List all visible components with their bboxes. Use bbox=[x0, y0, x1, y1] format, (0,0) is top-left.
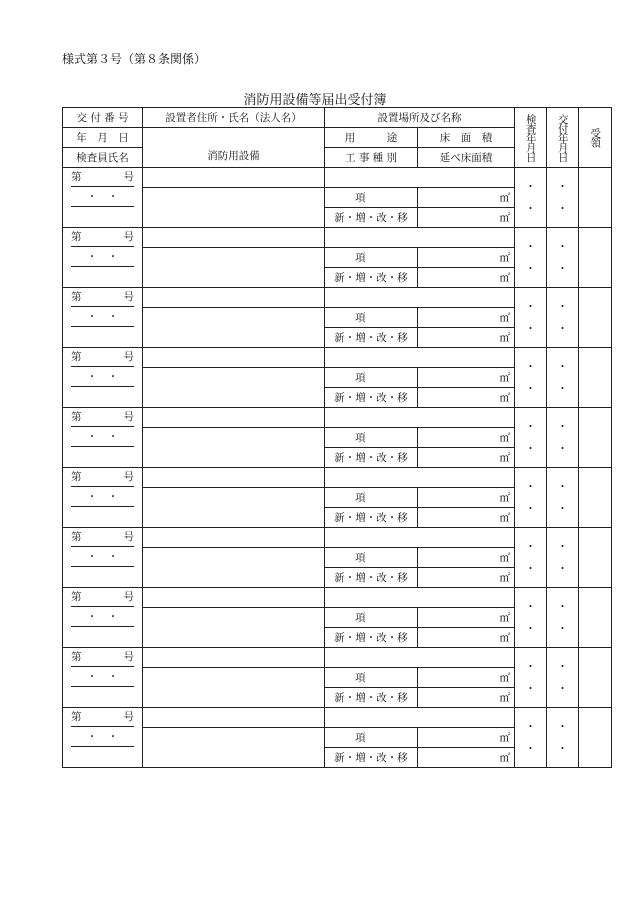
location-cell bbox=[325, 528, 515, 548]
equipment-cell bbox=[143, 308, 325, 328]
header-owner: 設置者住所・氏名（法人名） bbox=[143, 108, 325, 128]
work-type-cell: 新・増・改・移 bbox=[325, 628, 418, 648]
work-type-cell: 新・増・改・移 bbox=[325, 268, 418, 288]
entry-date-cell: ・ ・ bbox=[63, 248, 143, 268]
equipment-cell-cont bbox=[143, 688, 325, 708]
inspector-cell bbox=[63, 568, 143, 588]
entry-row-top bbox=[63, 408, 612, 428]
work-type-cell: 新・増・改・移 bbox=[325, 208, 418, 228]
entry-number-cell: 第 号 bbox=[63, 588, 143, 608]
equipment-cell-cont bbox=[143, 508, 325, 528]
location-cell bbox=[325, 168, 515, 188]
header-total-area: 延べ床面積 bbox=[418, 148, 515, 168]
total-area-cell: ㎡ bbox=[418, 568, 515, 588]
entry-row-top bbox=[63, 228, 612, 248]
use-cell: 項 bbox=[325, 548, 418, 568]
received-cell bbox=[579, 588, 612, 648]
issue-date-cell: ・ ・ bbox=[547, 588, 579, 648]
equipment-cell bbox=[143, 728, 325, 748]
equipment-cell bbox=[143, 488, 325, 508]
received-cell bbox=[579, 348, 612, 408]
entry-number-cell: 第 号 bbox=[63, 648, 143, 668]
inspect-date-cell: ・ ・ bbox=[515, 408, 547, 468]
owner-cell bbox=[143, 288, 325, 308]
header-issue-date: 交付年月日 bbox=[547, 108, 579, 168]
owner-cell bbox=[143, 468, 325, 488]
entry-row-top bbox=[63, 288, 612, 308]
owner-cell bbox=[143, 168, 325, 188]
location-cell bbox=[325, 648, 515, 668]
equipment-cell-cont bbox=[143, 448, 325, 468]
entry-date-cell: ・ ・ bbox=[63, 188, 143, 208]
equipment-cell-cont bbox=[143, 568, 325, 588]
use-cell: 項 bbox=[325, 308, 418, 328]
received-cell bbox=[579, 468, 612, 528]
document-title: 消防用設備等届出受付簿 bbox=[243, 93, 387, 108]
inspector-cell bbox=[63, 628, 143, 648]
equipment-cell bbox=[143, 248, 325, 268]
total-area-cell: ㎡ bbox=[418, 208, 515, 228]
issue-date-cell: ・ ・ bbox=[547, 228, 579, 288]
header-date: 年 月 日 bbox=[63, 128, 143, 148]
entry-number-cell: 第 号 bbox=[63, 468, 143, 488]
total-area-cell: ㎡ bbox=[418, 628, 515, 648]
entry-row-top bbox=[63, 348, 612, 368]
inspect-date-cell: ・ ・ bbox=[515, 468, 547, 528]
location-cell bbox=[325, 288, 515, 308]
owner-cell bbox=[143, 528, 325, 548]
equipment-cell bbox=[143, 428, 325, 448]
entry-date-cell: ・ ・ bbox=[63, 368, 143, 388]
area-cell: ㎡ bbox=[418, 548, 515, 568]
work-type-cell: 新・増・改・移 bbox=[325, 688, 418, 708]
inspect-date-cell: ・ ・ bbox=[515, 348, 547, 408]
owner-cell bbox=[143, 228, 325, 248]
owner-cell bbox=[143, 648, 325, 668]
entry-row-top bbox=[63, 648, 612, 668]
inspector-cell bbox=[63, 268, 143, 288]
inspector-cell bbox=[63, 688, 143, 708]
work-type-cell: 新・増・改・移 bbox=[325, 448, 418, 468]
inspector-cell bbox=[63, 508, 143, 528]
received-cell bbox=[579, 288, 612, 348]
use-cell: 項 bbox=[325, 428, 418, 448]
owner-cell bbox=[143, 708, 325, 728]
total-area-cell: ㎡ bbox=[418, 508, 515, 528]
header-received: 受領 bbox=[579, 108, 612, 168]
header-use: 用 途 bbox=[325, 128, 418, 148]
location-cell bbox=[325, 588, 515, 608]
owner-cell bbox=[143, 408, 325, 428]
location-cell bbox=[325, 408, 515, 428]
location-cell bbox=[325, 348, 515, 368]
inspector-cell bbox=[63, 208, 143, 228]
issue-date-cell: ・ ・ bbox=[547, 168, 579, 228]
entry-date-cell: ・ ・ bbox=[63, 428, 143, 448]
use-cell: 項 bbox=[325, 188, 418, 208]
location-cell bbox=[325, 708, 515, 728]
header-area: 床 面 積 bbox=[418, 128, 515, 148]
total-area-cell: ㎡ bbox=[418, 388, 515, 408]
entry-date-cell: ・ ・ bbox=[63, 488, 143, 508]
location-cell bbox=[325, 228, 515, 248]
entry-date-cell: ・ ・ bbox=[63, 608, 143, 628]
issue-date-cell: ・ ・ bbox=[547, 708, 579, 768]
header-equipment: 消防用設備 bbox=[143, 148, 325, 168]
total-area-cell: ㎡ bbox=[418, 448, 515, 468]
header-inspector: 検査員氏名 bbox=[63, 148, 143, 168]
location-cell bbox=[325, 468, 515, 488]
total-area-cell: ㎡ bbox=[418, 688, 515, 708]
equipment-cell-cont bbox=[143, 748, 325, 768]
entry-date-cell: ・ ・ bbox=[63, 728, 143, 748]
equipment-cell-cont bbox=[143, 628, 325, 648]
work-type-cell: 新・増・改・移 bbox=[325, 388, 418, 408]
area-cell: ㎡ bbox=[418, 308, 515, 328]
header-location: 設置場所及び名称 bbox=[325, 108, 515, 128]
equipment-cell bbox=[143, 608, 325, 628]
total-area-cell: ㎡ bbox=[418, 748, 515, 768]
entry-number-cell: 第 号 bbox=[63, 408, 143, 428]
area-cell: ㎡ bbox=[418, 368, 515, 388]
work-type-cell: 新・増・改・移 bbox=[325, 568, 418, 588]
area-cell: ㎡ bbox=[418, 608, 515, 628]
entry-number-cell: 第 号 bbox=[63, 168, 143, 188]
work-type-cell: 新・増・改・移 bbox=[325, 508, 418, 528]
equipment-cell bbox=[143, 368, 325, 388]
area-cell: ㎡ bbox=[418, 428, 515, 448]
use-cell: 項 bbox=[325, 248, 418, 268]
inspect-date-cell: ・ ・ bbox=[515, 288, 547, 348]
area-cell: ㎡ bbox=[418, 188, 515, 208]
entry-row-top bbox=[63, 708, 612, 728]
entry-date-cell: ・ ・ bbox=[63, 548, 143, 568]
inspect-date-cell: ・ ・ bbox=[515, 168, 547, 228]
owner-cell bbox=[143, 588, 325, 608]
entry-date-cell: ・ ・ bbox=[63, 668, 143, 688]
work-type-cell: 新・増・改・移 bbox=[325, 328, 418, 348]
area-cell: ㎡ bbox=[418, 248, 515, 268]
equipment-cell-cont bbox=[143, 388, 325, 408]
area-cell: ㎡ bbox=[418, 728, 515, 748]
issue-date-cell: ・ ・ bbox=[547, 468, 579, 528]
entry-number-cell: 第 号 bbox=[63, 708, 143, 728]
ledger-table bbox=[62, 107, 612, 768]
area-cell: ㎡ bbox=[418, 488, 515, 508]
equipment-cell-cont bbox=[143, 328, 325, 348]
inspector-cell bbox=[63, 388, 143, 408]
header-inspect-date: 検査年月日 bbox=[515, 108, 547, 168]
entry-number-cell: 第 号 bbox=[63, 288, 143, 308]
inspect-date-cell: ・ ・ bbox=[515, 588, 547, 648]
entry-row-top bbox=[63, 588, 612, 608]
entry-row-top bbox=[63, 528, 612, 548]
equipment-cell bbox=[143, 668, 325, 688]
area-cell: ㎡ bbox=[418, 668, 515, 688]
inspect-date-cell: ・ ・ bbox=[515, 708, 547, 768]
equipment-cell-cont bbox=[143, 268, 325, 288]
inspector-cell bbox=[63, 748, 143, 768]
inspector-cell bbox=[63, 328, 143, 348]
header-owner-blank bbox=[143, 128, 325, 148]
received-cell bbox=[579, 168, 612, 228]
equipment-cell-cont bbox=[143, 208, 325, 228]
inspector-cell bbox=[63, 448, 143, 468]
use-cell: 項 bbox=[325, 608, 418, 628]
equipment-cell bbox=[143, 548, 325, 568]
header-issue-number: 交 付 番 号 bbox=[63, 108, 143, 128]
issue-date-cell: ・ ・ bbox=[547, 288, 579, 348]
use-cell: 項 bbox=[325, 728, 418, 748]
received-cell bbox=[579, 528, 612, 588]
entry-number-cell: 第 号 bbox=[63, 348, 143, 368]
use-cell: 項 bbox=[325, 368, 418, 388]
issue-date-cell: ・ ・ bbox=[547, 408, 579, 468]
total-area-cell: ㎡ bbox=[418, 268, 515, 288]
issue-date-cell: ・ ・ bbox=[547, 648, 579, 708]
received-cell bbox=[579, 228, 612, 288]
use-cell: 項 bbox=[325, 668, 418, 688]
owner-cell bbox=[143, 348, 325, 368]
inspect-date-cell: ・ ・ bbox=[515, 528, 547, 588]
entry-number-cell: 第 号 bbox=[63, 228, 143, 248]
received-cell bbox=[579, 708, 612, 768]
issue-date-cell: ・ ・ bbox=[547, 348, 579, 408]
equipment-cell bbox=[143, 188, 325, 208]
entry-row-top bbox=[63, 168, 612, 188]
received-cell bbox=[579, 408, 612, 468]
received-cell bbox=[579, 648, 612, 708]
entry-number-cell: 第 号 bbox=[63, 528, 143, 548]
inspect-date-cell: ・ ・ bbox=[515, 648, 547, 708]
entry-date-cell: ・ ・ bbox=[63, 308, 143, 328]
use-cell: 項 bbox=[325, 488, 418, 508]
entry-row-top bbox=[63, 468, 612, 488]
form-label: 様式第３号（第８条関係） bbox=[62, 52, 207, 66]
issue-date-cell: ・ ・ bbox=[547, 528, 579, 588]
work-type-cell: 新・増・改・移 bbox=[325, 748, 418, 768]
total-area-cell: ㎡ bbox=[418, 328, 515, 348]
header-work-type: 工 事 種 別 bbox=[325, 148, 418, 168]
inspect-date-cell: ・ ・ bbox=[515, 228, 547, 288]
